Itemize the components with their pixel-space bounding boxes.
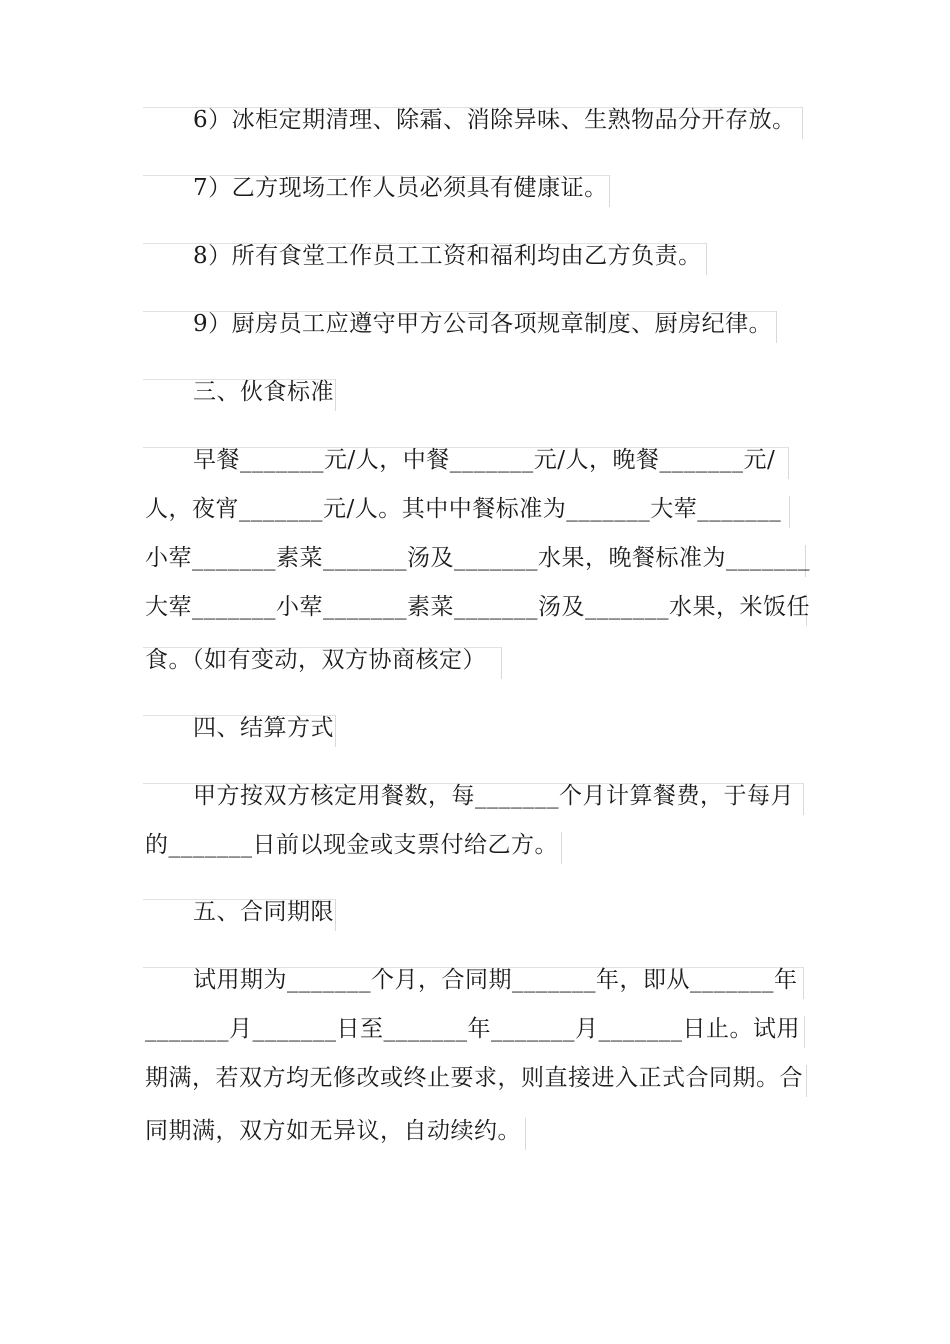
list-item-7: 7）乙方现场工作人员必须具有健康证。 [193, 175, 608, 201]
paragraph-line: 早餐_______元/人，中餐_______元/人，晚餐_______元/ [193, 447, 776, 473]
text-guide [501, 647, 502, 679]
text-guide [525, 1118, 526, 1150]
paragraph-line: 小荤_______素菜_______汤及_______水果，晚餐标准为_______ [145, 545, 810, 571]
text-guide [789, 496, 790, 528]
text-guide [804, 1016, 805, 1048]
paragraph-line: 甲方按双方核定用餐数，每_______个月计算餐费，于每月 [193, 783, 794, 809]
paragraph-line: 食。（如有变动，双方协商核定） [145, 647, 486, 673]
section-heading-meal-standard: 三、伙食标准 [193, 379, 334, 405]
text-guide [802, 107, 803, 139]
text-guide [803, 783, 804, 815]
text-guide [335, 715, 336, 747]
list-item-8: 8）所有食堂工作员工工资和福利均由乙方负责。 [193, 243, 702, 269]
section-heading-settlement: 四、结算方式 [193, 715, 334, 741]
list-item-6: 6）冰柜定期清理、除霜、消除异味、生熟物品分开存放。 [193, 107, 796, 133]
paragraph-line: 的_______日前以现金或支票付给乙方。 [145, 832, 558, 858]
text-guide [609, 175, 610, 207]
text-guide [561, 832, 562, 864]
paragraph-line: 同期满，双方如无异议，自动续约。 [145, 1118, 521, 1144]
text-guide [335, 899, 336, 931]
text-guide [803, 967, 804, 999]
text-guide [806, 1065, 807, 1097]
text-guide [776, 311, 777, 343]
paragraph-line: 人，夜宵_______元/人。其中中餐标准为_______大荤_______ [145, 496, 782, 522]
text-guide [788, 447, 789, 479]
section-heading-contract-term: 五、合同期限 [193, 899, 334, 925]
text-guide [335, 379, 336, 411]
paragraph-line: 大荤_______小荤_______素菜_______汤及_______水果，米饭任 [145, 594, 810, 620]
text-guide [706, 243, 707, 275]
paragraph-line: _______月_______日至_______年_______月_______日止。试用 [145, 1016, 800, 1042]
paragraph-line: 试用期为_______个月，合同期_______年，即从_______年 [193, 967, 798, 993]
paragraph-line: 期满，若双方均无修改或终止要求，则直接进入正式合同期。合 [145, 1065, 803, 1091]
list-item-9: 9）厨房员工应遵守甲方公司各项规章制度、厨房纪律。 [193, 311, 773, 337]
